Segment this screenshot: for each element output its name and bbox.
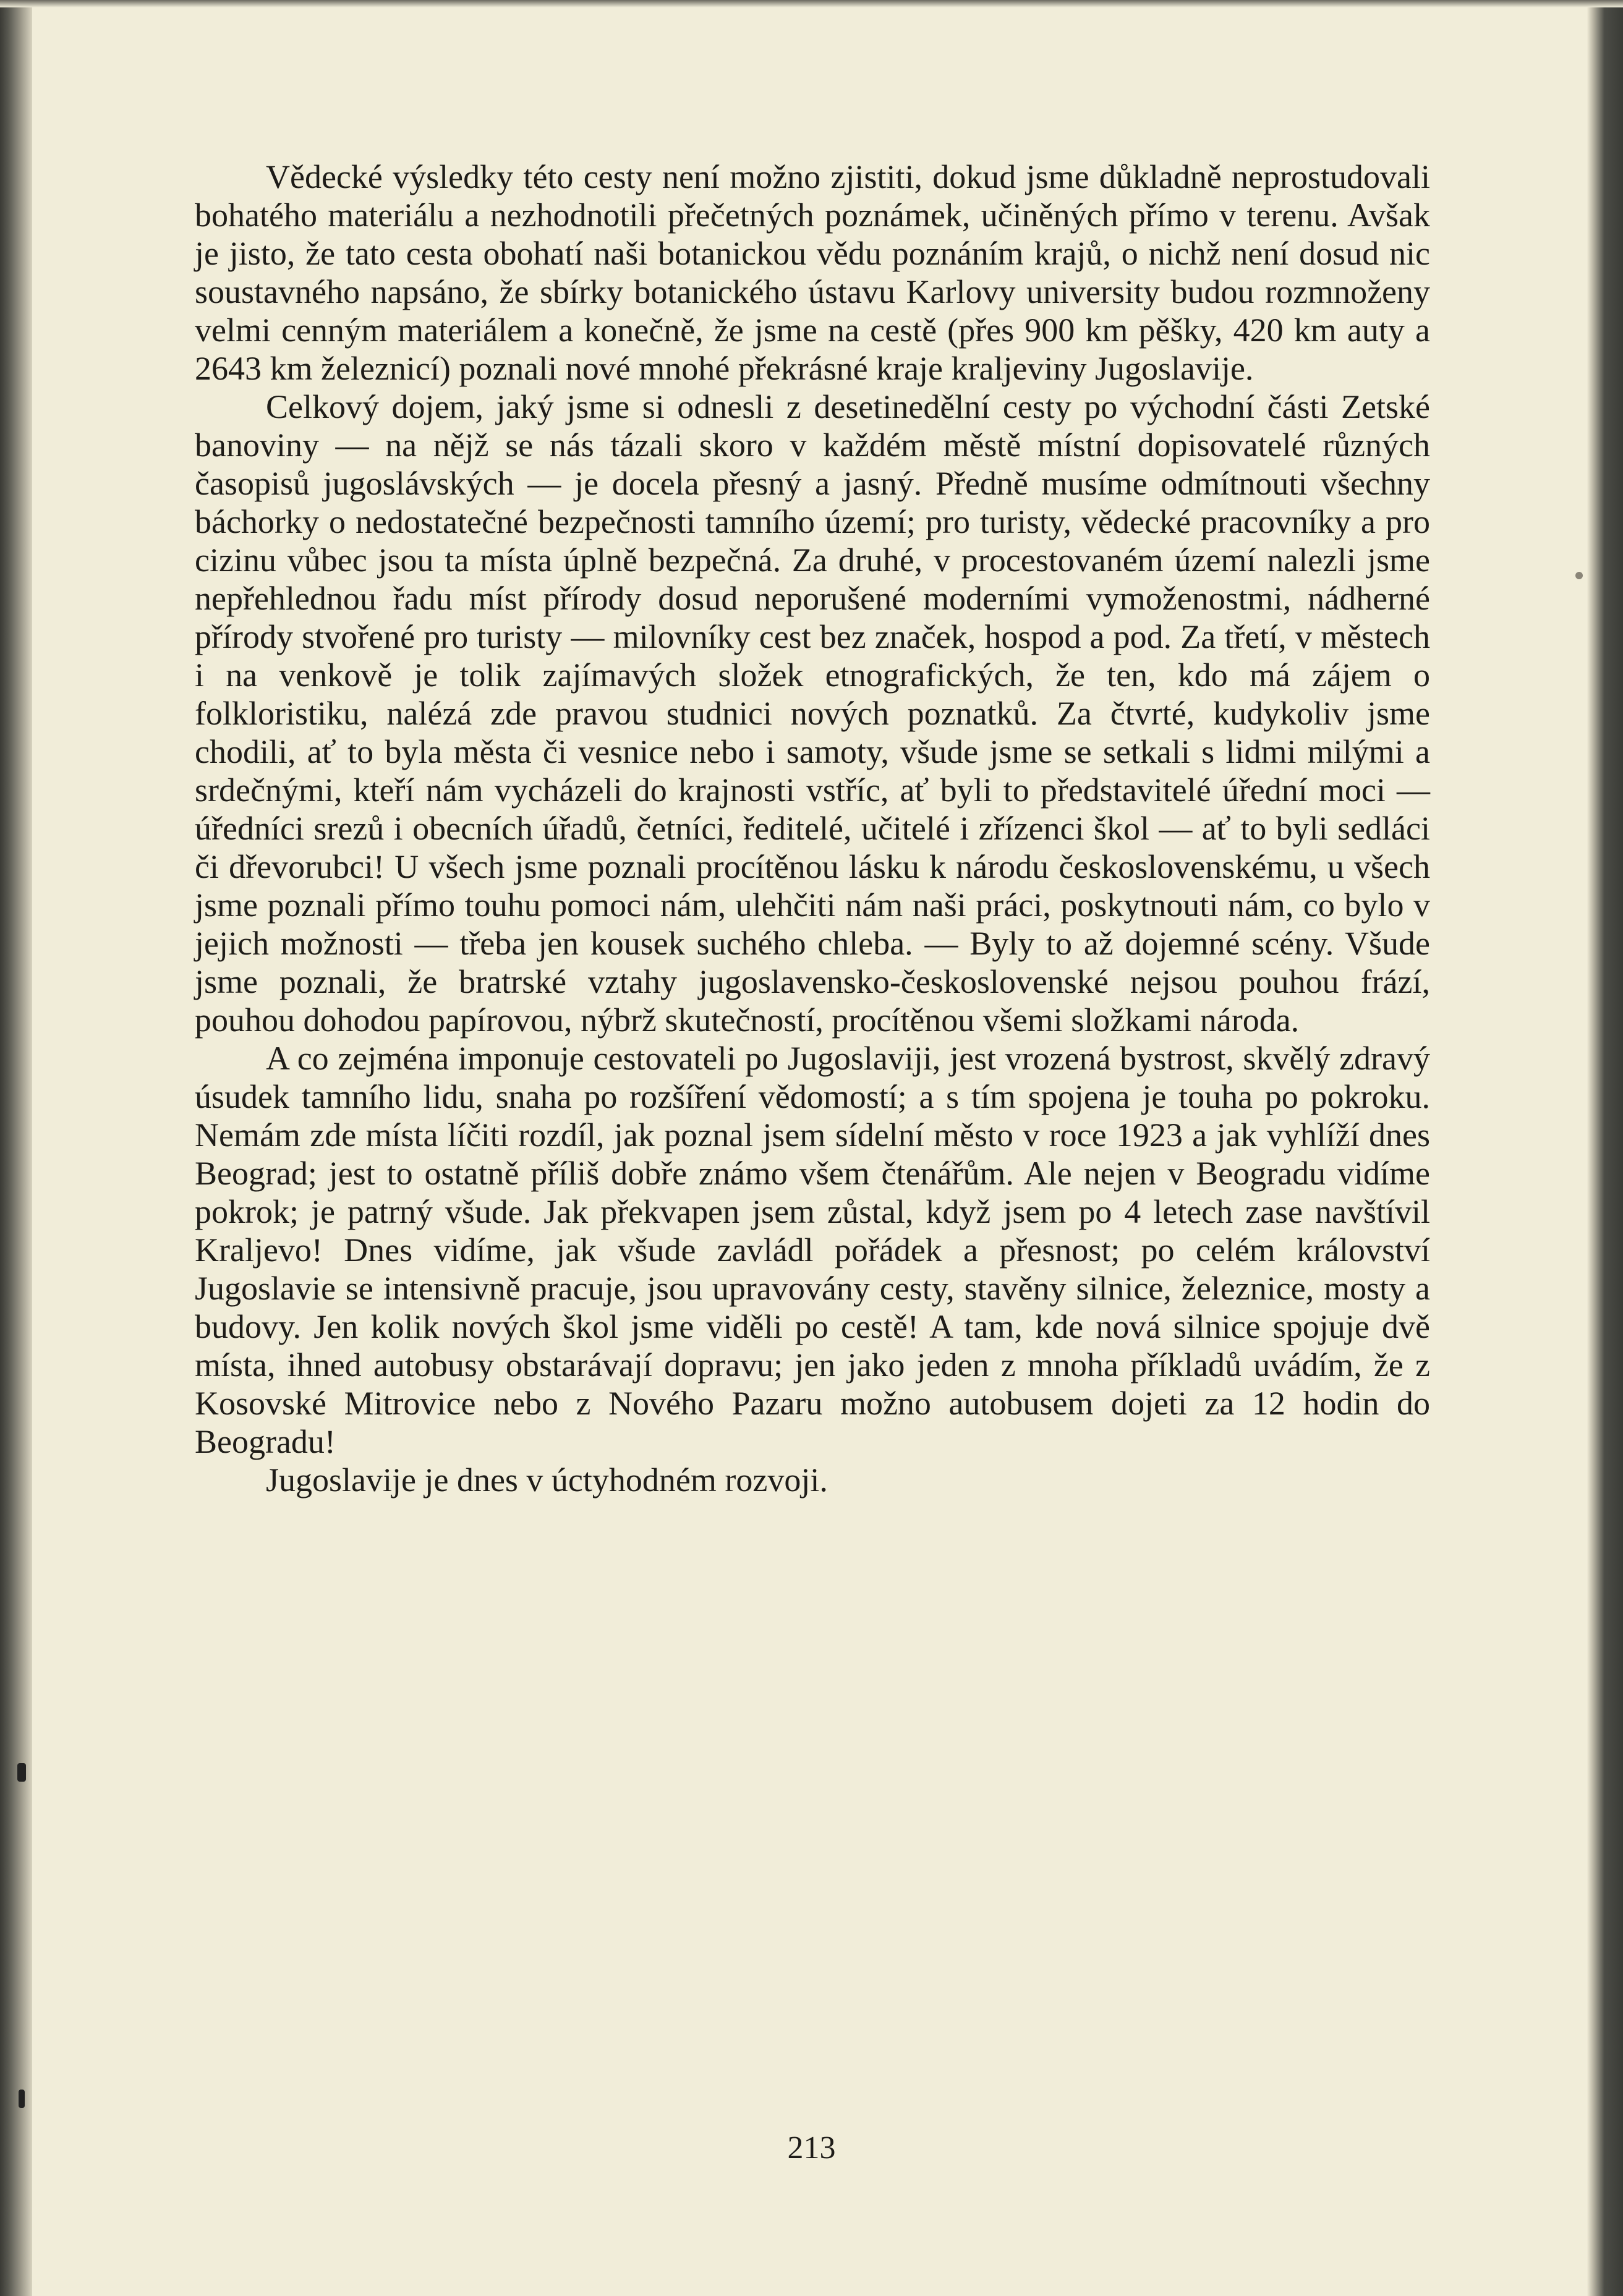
margin-mark-left-lower: [19, 2090, 25, 2108]
margin-dot-right: [1575, 572, 1583, 579]
scan-left-edge: [0, 0, 32, 2296]
scan-right-edge: [1587, 0, 1623, 2296]
paragraph-1: Vědecké výsledky této cesty není možno zjistiti, dokud jsme důkladně neprostudovali bohatého materiálu a nezhodnotili přečetných poznámek, učiněných přímo v terenu. Avšak je jisto, že tato cesta obohatí naši botanickou vědu poznáním krajů, o nichž není dosud nic soustavného napsáno, že sbírky botanického ústavu Karlovy university budou rozmnoženy velmi cenným materiálem a konečně, že jsme na cestě (přes 900 km pěšky, 420 km auty a 2643 km železnicí) poznali nové mnohé překrásné kraje kraljeviny Jugoslavije.: [195, 158, 1430, 387]
body-text: [195, 158, 1430, 1499]
scan-top-edge: [0, 0, 1623, 7]
paragraph-2: Celkový dojem, jaký jsme si odnesli z desetinedělní cesty po východní části Zetské banoviny — na nějž se nás tázali skoro v každém městě místní dopisovatelé různých časopisů jugoslávských — je docela přesný a jasný. Předně musíme odmítnouti všechny báchorky o nedostatečné bezpečnosti tamního území; pro turisty, vědecké pracovníky a pro cizinu vůbec jsou ta místa úplně bezpečná. Za druhé, v procestovaném území nalezli jsme nepřehlednou řadu míst přírody dosud neporušené moderními vymoženostmi, nádherné přírody stvořené pro turisty — milovníky cest bez značek, hospod a pod. Za třetí, v městech i na venkově je tolik zajímavých složek etnografických, že ten, kdo má zájem o folkloristiku, nalézá zde pravou studnici nových poznatků. Za čtvrté, kudykoliv jsme chodili, ať to byla města či vesnice nebo i samoty, všude jsme se setkali s lidmi milými a srdečnými, kteří nám vycházeli do krajnosti vstříc, ať byli to představitelé úřední moci — úředníci srezů i obecních úřadů, četníci, ředitelé, učitelé i zřízenci škol — ať to byli sedláci či dřevorubci! U všech jsme poznali procítěnou lásku k národu československému, u všech jsme poznali přímo touhu pomoci nám, ulehčiti nám naši práci, poskytnouti nám, co bylo v jejich možnosti — třeba jen kousek suchého chleba. — Byly to až dojemné scény. Všude jsme poznali, že bratrské vztahy jugoslavensko-československé nejsou pouhou frází, pouhou dohodou papírovou, nýbrž skutečností, procítěnou všemi složkami národa.: [195, 388, 1430, 1039]
margin-mark-left-upper: [17, 1763, 26, 1782]
paragraph-4: Jugoslavije je dnes v úctyhodném rozvoji.: [266, 1461, 828, 1499]
paragraph-3: A co zejména imponuje cestovateli po Jugoslaviji, jest vrozená bystrost, skvělý zdravý úsudek tamního lidu, snaha po rozšíření vědomostí; a s tím spojena je touha po pokroku. Nemám zde místa líčiti rozdíl, jak poznal jsem sídelní město v roce 1923 a jak vyhlíží dnes Beograd; jest to ostatně příliš dobře známo všem čtenářům. Ale nejen v Beogradu vidíme pokrok; je patrný všude. Jak překvapen jsem zůstal, když jsem po 4 letech zase navštívil Kraljevo! Dnes vidíme, jak všude zavládl pořádek a přesnost; po celém království Jugoslavie se intensivně pracuje, jsou upravovány cesty, stavěny silnice, železnice, mosty a budovy. Jen kolik nových škol jsme viděli po cestě! A tam, kde nová silnice spojuje dvě místa, ihned autobusy obstarávají dopravu; jen jako jeden z mnoha příkladů uvádím, že z Kosovské Mitrovice nebo z Nového Pazaru možno autobusem dojeti za 12 hodin do Beogradu!: [195, 1040, 1430, 1460]
page-number: 213: [787, 2130, 836, 2166]
